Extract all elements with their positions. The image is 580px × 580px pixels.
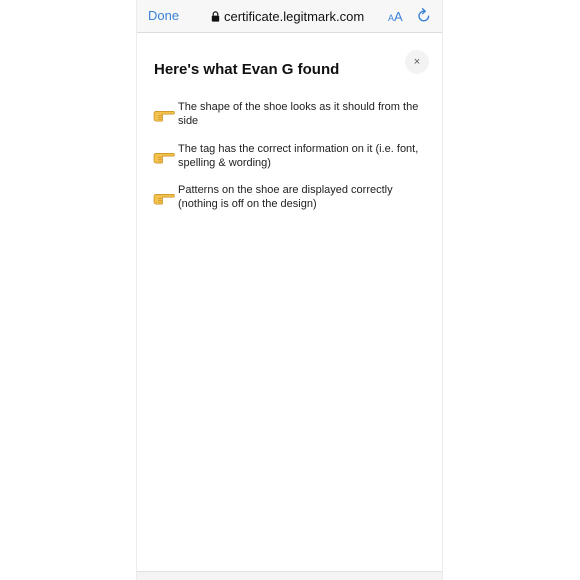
bottom-toolbar [137,571,442,580]
pointing-hand-icon [153,191,175,205]
address-bar[interactable] [211,7,364,25]
done-button[interactable]: Done [148,8,180,23]
finding-item [153,184,428,211]
close-button[interactable]: × [405,50,429,74]
pointing-hand-icon [153,150,175,164]
text-size-large-label: A [394,9,403,24]
browser-toolbar [137,0,442,33]
lock-icon [211,11,220,22]
finding-item [153,143,428,170]
finding-text: The shape of the shoe looks as it should from the side [178,101,419,127]
finding-text: Patterns on the shoe are displayed correctly (nothing is off on the design) [178,184,393,210]
url-text: certificate.legitmark.com [224,8,365,24]
text-size-small-label: A [388,13,395,23]
pointing-hand-icon [153,108,175,122]
reload-icon[interactable] [417,8,431,23]
modal-title: Here's what Evan G found [154,61,340,78]
finding-text: The tag has the correct information on it (i.e. font, spelling & wording) [178,143,419,169]
text-size-button[interactable] [388,8,403,26]
browser-viewport [136,0,443,580]
finding-item [153,101,428,128]
